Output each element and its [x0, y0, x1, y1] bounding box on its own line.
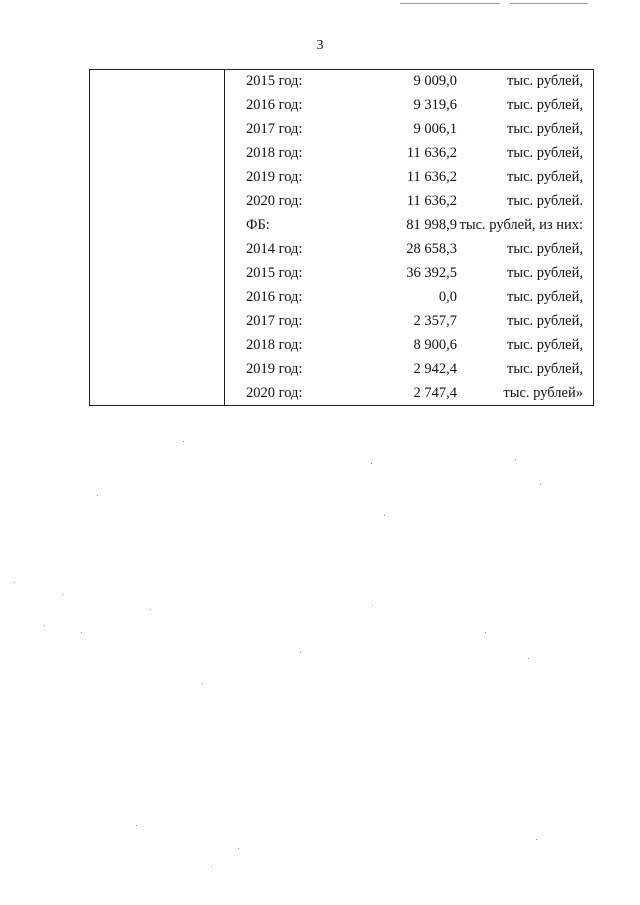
table-row — [225, 358, 593, 382]
row-value: 0,0 — [438, 289, 457, 305]
table-row — [225, 262, 593, 286]
table-label-column — [90, 70, 225, 405]
scan-speck — [540, 484, 541, 485]
scan-speck — [371, 463, 372, 464]
row-year: 2014 год: — [246, 241, 303, 257]
table-row — [225, 166, 593, 190]
table-row — [225, 334, 593, 358]
table-row-fb-total — [225, 214, 593, 238]
row-unit: тыс. рублей, — [507, 169, 583, 185]
row-year: 2015 год: — [246, 73, 303, 89]
row-value: 28 658,3 — [406, 241, 457, 257]
row-unit: тыс. рублей, — [507, 265, 583, 281]
scan-speck — [528, 658, 529, 659]
scan-speck — [62, 594, 63, 595]
row-value: 9 319,6 — [413, 97, 457, 113]
table-row — [225, 70, 593, 94]
row-value: 2 747,4 — [413, 385, 457, 401]
row-unit: тыс. рублей, — [507, 241, 583, 257]
scan-speck — [238, 848, 239, 849]
row-value: 36 392,5 — [406, 265, 457, 281]
table-row — [225, 142, 593, 166]
row-unit: тыс. рублей, — [507, 73, 583, 89]
row-unit: тыс. рублей, из них: — [459, 217, 583, 233]
row-value: 11 636,2 — [406, 145, 457, 161]
row-unit: тыс. рублей, — [507, 313, 583, 329]
row-year: 2020 год: — [246, 385, 303, 401]
header-rule — [510, 3, 588, 4]
row-year: 2018 год: — [246, 145, 303, 161]
scan-speck — [485, 632, 486, 633]
funding-table — [89, 69, 594, 406]
scan-speck — [372, 605, 373, 606]
row-unit: тыс. рублей. — [507, 193, 583, 209]
row-unit: тыс. рублей, — [507, 97, 583, 113]
row-year: 2020 год: — [246, 193, 303, 209]
row-unit: тыс. рублей, — [507, 289, 583, 305]
row-unit: тыс. рублей» — [503, 385, 583, 401]
table-row — [225, 238, 593, 262]
scan-speck — [136, 825, 137, 826]
scan-speck — [211, 866, 212, 867]
row-value: 2 357,7 — [413, 313, 457, 329]
scan-speck — [81, 632, 82, 633]
scan-speck — [183, 441, 184, 442]
scan-speck — [97, 495, 98, 496]
row-value: 9 006,1 — [413, 121, 457, 137]
table-row — [225, 382, 593, 406]
row-value: 81 998,9 — [406, 217, 457, 233]
row-unit: тыс. рублей, — [507, 337, 583, 353]
row-unit: тыс. рублей, — [507, 145, 583, 161]
row-unit: тыс. рублей, — [507, 121, 583, 137]
table-row — [225, 94, 593, 118]
row-year: 2015 год: — [246, 265, 303, 281]
row-value: 8 900,6 — [413, 337, 457, 353]
row-value: 9 009,0 — [413, 73, 457, 89]
table-row — [225, 286, 593, 310]
row-value: 11 636,2 — [406, 193, 457, 209]
scan-speck — [44, 625, 45, 626]
row-year: 2019 год: — [246, 169, 303, 185]
scan-speck — [515, 459, 516, 460]
scan-speck — [536, 839, 537, 840]
page-number: 3 — [316, 38, 324, 53]
row-year: 2019 год: — [246, 361, 303, 377]
table-row — [225, 310, 593, 334]
scan-speck — [384, 515, 385, 516]
scan-speck — [202, 683, 203, 684]
header-rule — [400, 3, 500, 4]
row-value: 11 636,2 — [406, 169, 457, 185]
row-year: 2016 год: — [246, 97, 303, 113]
row-year: ФБ: — [246, 217, 270, 233]
row-year: 2016 год: — [246, 289, 303, 305]
row-unit: тыс. рублей, — [507, 361, 583, 377]
row-value: 2 942,4 — [413, 361, 457, 377]
row-year: 2017 год: — [246, 121, 303, 137]
scan-speck — [150, 609, 151, 610]
table-row — [225, 118, 593, 142]
scan-speck — [14, 582, 15, 583]
row-year: 2017 год: — [246, 313, 303, 329]
scan-speck — [300, 652, 301, 653]
row-year: 2018 год: — [246, 337, 303, 353]
table-row — [225, 190, 593, 214]
